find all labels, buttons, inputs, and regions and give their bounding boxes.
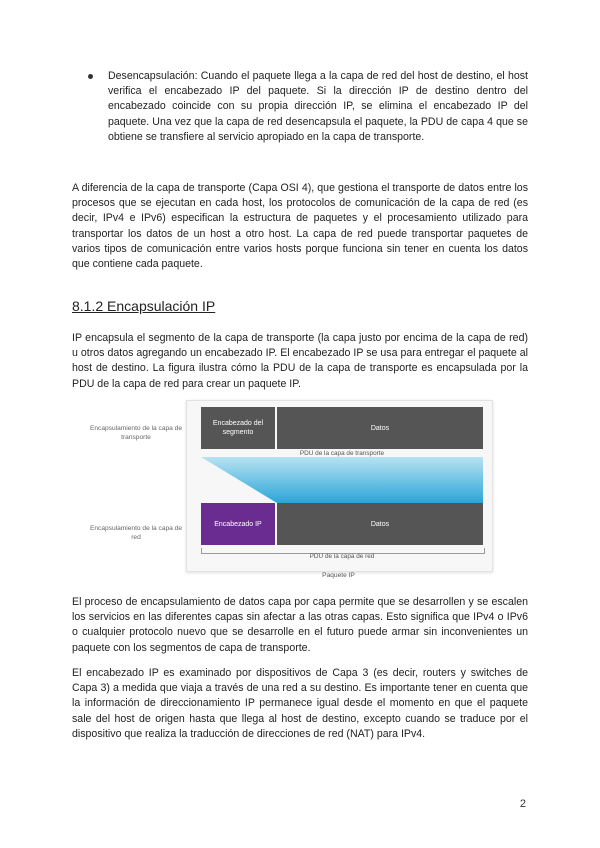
funnel-shape <box>201 457 483 503</box>
paragraph-ip-encapsulation: IP encapsula el segmento de la capa de transporte (la capa justo por encima de la capa de red) u otros datos agregando un encabezado IP. El encabezado IP se usa para entregar el paquete al host de destino. La figura ilustra cómo la PDU de la capa de transporte es encapsulada por la PDU de la capa de red para crear un paquete IP. <box>72 332 528 390</box>
paragraph-layered-encapsulation: El proceso de encapsulamiento de datos capa por capa permite que se desarrollen y se escalen los servicios en las diferentes capas sin afectar a las otras capas. Esto significa que IPv4 o IPv6 o cualquier protocolo nuevo que se desarrolle en el futuro puede armar sin inconvenientes un paquete con los segmentos de capa de transporte. <box>72 596 528 654</box>
segment-header-box: Encabezado del segmento <box>201 407 275 449</box>
figure-caption: Paquete IP <box>322 572 355 579</box>
network-encapsulation-label: Encapsulamiento de la capa de red <box>89 525 182 541</box>
ip-header-box: Encabezado IP <box>201 503 275 545</box>
bullet-text: Desencapsulación: Cuando el paquete llega a la capa de red del host de destino, el host verifica el encabezado IP del paquete. Si la dirección IP de destino dentro del encabezado coincide con su propia dirección IP, se elimina el encabezado IP del paquete. Una vez que la capa de red desencapsula el paquete, la PDU de capa 4 que se obtiene se transfiere al servicio apropiado en la capa de transporte. <box>108 70 528 143</box>
bullet-dot-icon <box>88 74 93 79</box>
paragraph-transport-vs-network: A diferencia de la capa de transporte (Capa OSI 4), que gestiona el transporte de datos entre los procesos que se ejecutan en cada host, los protocolos de comunicación de la capa de red (es decir, IPv4 e IPv6) especifican la estructura de paquetes y el procesamiento utilizado para transportar los datos de un host a otro host. La capa de red puede transportar paquetes de varios tipos de comunicación entre varios hosts porque funciona sin tener en cuenta los datos que contiene cada paquete. <box>72 182 528 271</box>
transport-pdu-label: PDU de la capa de transporte <box>299 450 385 457</box>
network-data-box: Datos <box>277 503 483 545</box>
network-pdu-label: PDU de la capa de red <box>309 553 375 560</box>
encapsulation-funnel <box>187 457 492 503</box>
encapsulation-figure <box>86 400 506 580</box>
bullet-item <box>88 69 528 145</box>
transport-encapsulation-label: Encapsulamiento de la capa de transporte <box>89 425 182 441</box>
section-heading: 8.1.2 Encapsulación IP <box>72 298 216 314</box>
transport-data-box: Datos <box>277 407 483 449</box>
page-number: 2 <box>519 798 526 810</box>
figure-card <box>186 400 493 572</box>
paragraph-ip-header-examined: El encabezado IP es examinado por dispositivos de Capa 3 (es decir, routers y switches de Capa 3) a medida que viaja a través de una red a su destino. Es importante tener en cuenta que la información de direccionamiento IP permanece igual desde el momento en que el paquete sale del host de origen hasta que llega al host de destino, excepto cuando se traduce por el dispositivo que realiza la traducción de direcciones de red (NAT) para IPv4. <box>72 667 528 740</box>
